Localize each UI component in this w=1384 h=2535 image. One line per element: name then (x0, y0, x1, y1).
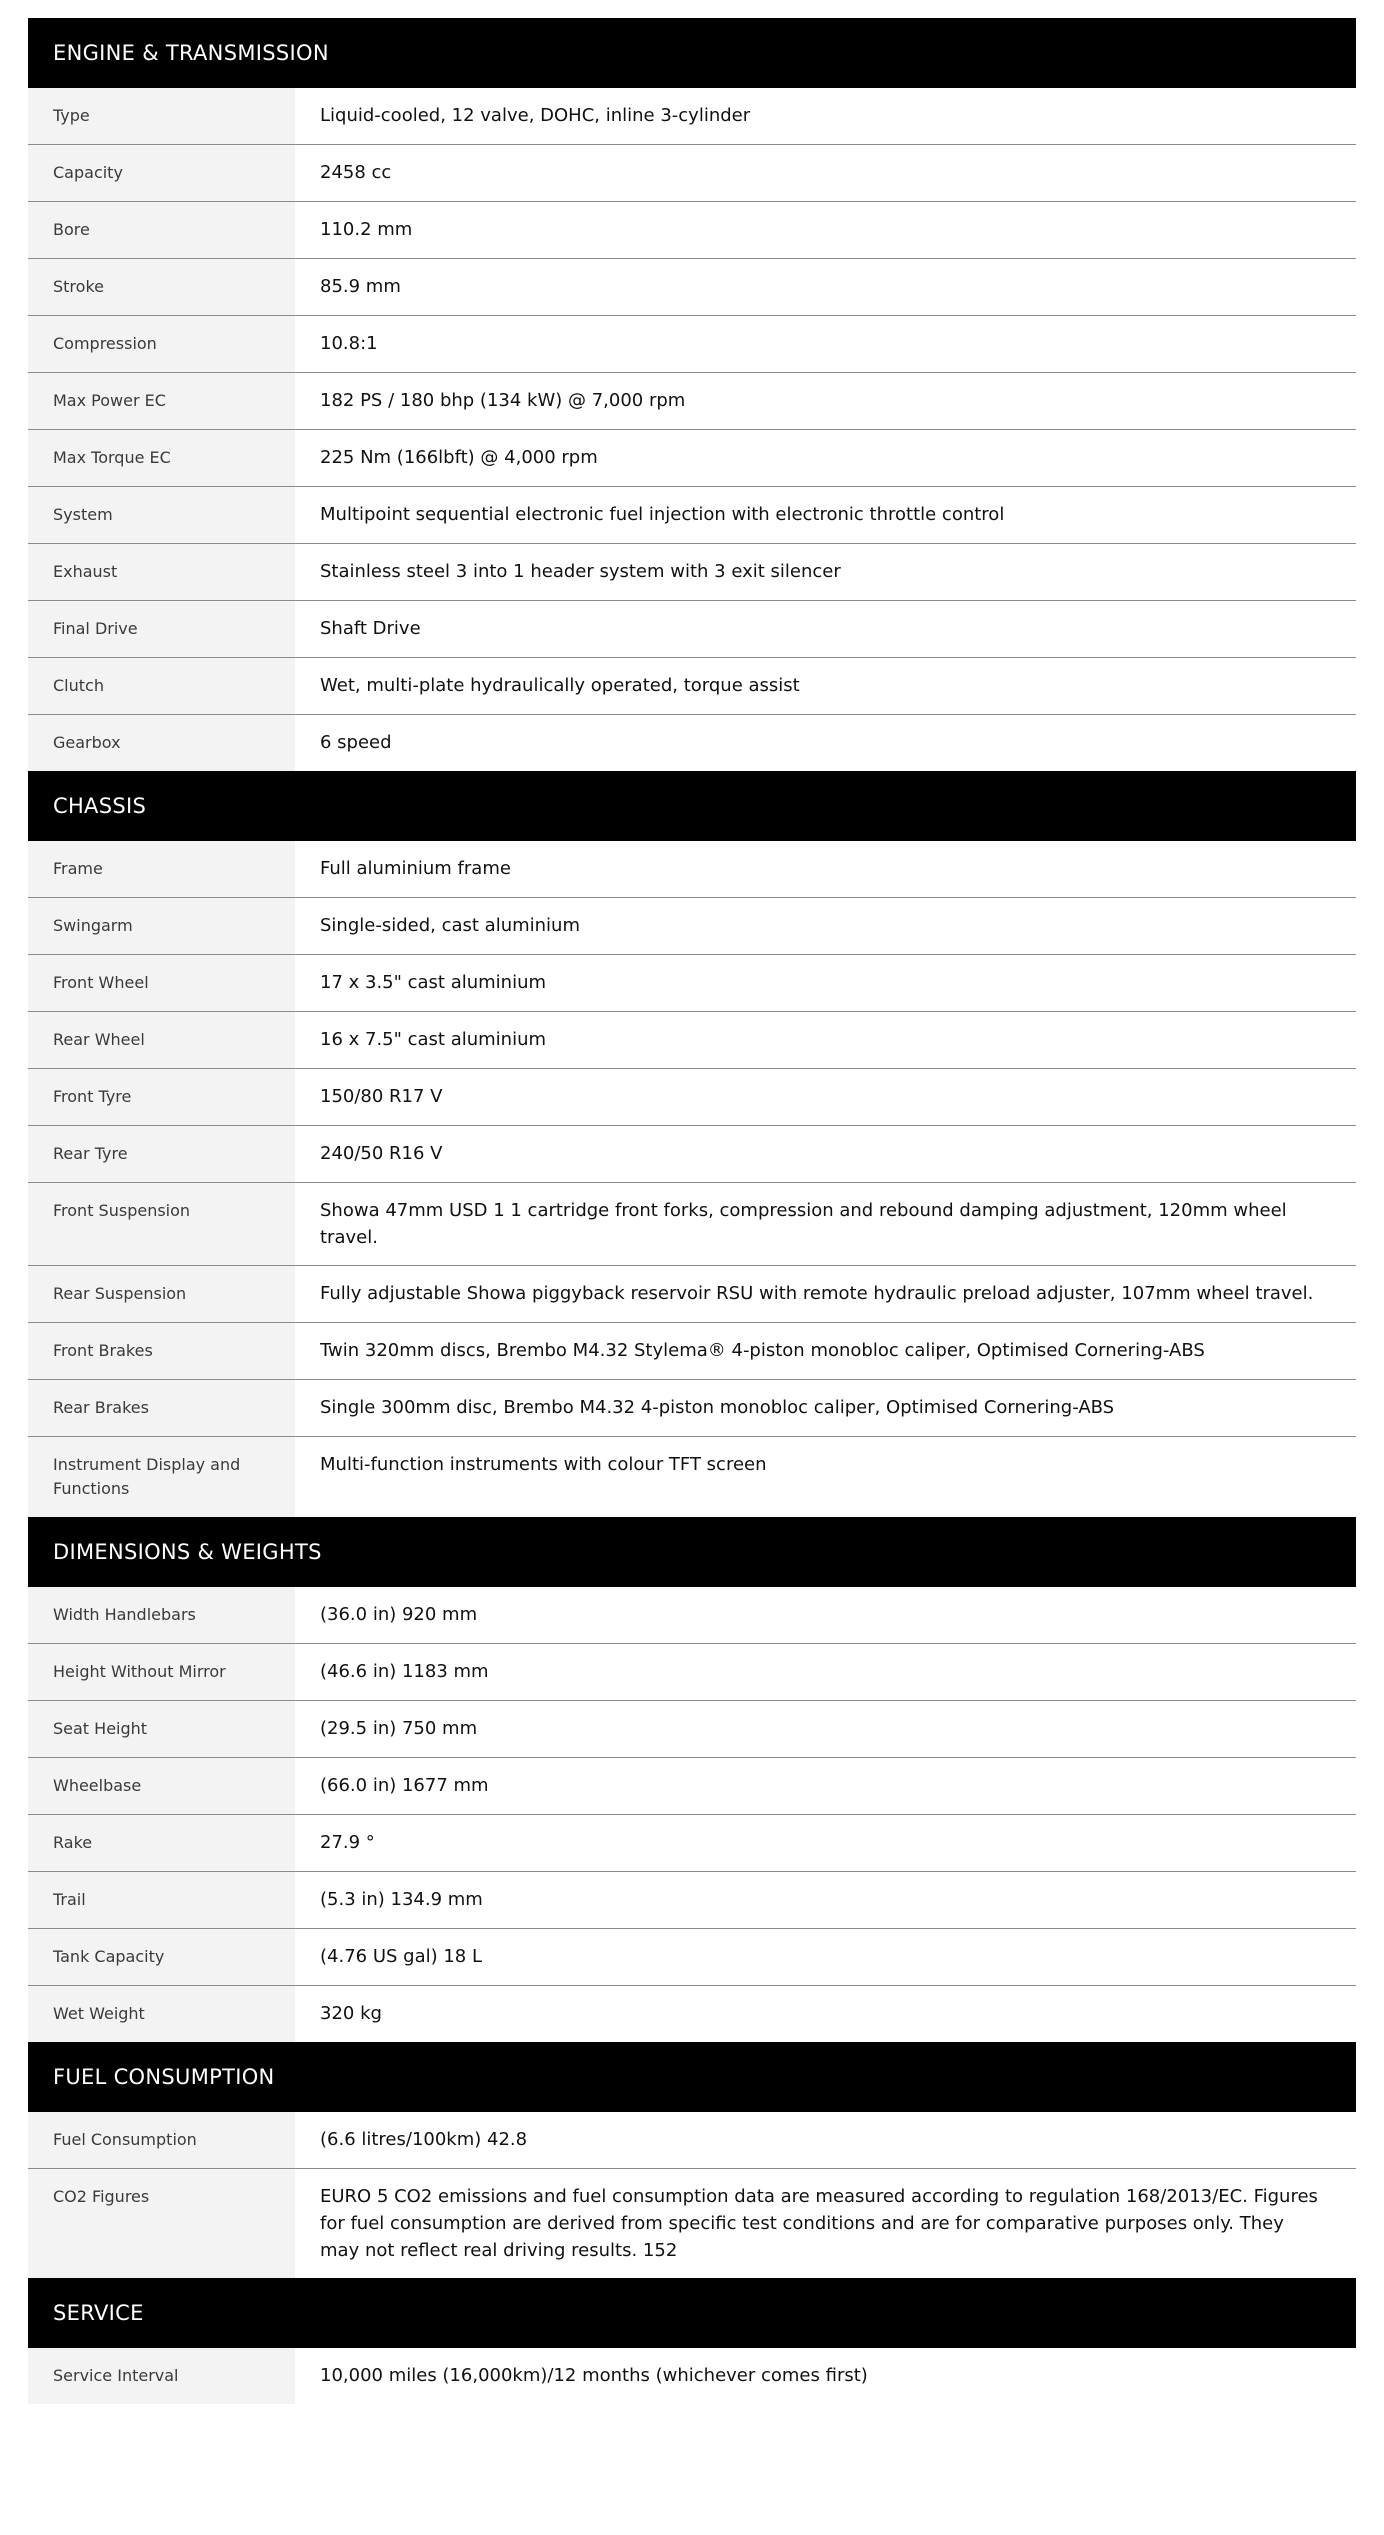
spec-row (28, 898, 1356, 955)
spec-row (28, 145, 1356, 202)
spec-label: Gearbox (28, 715, 295, 771)
spec-label: Front Brakes (28, 1323, 295, 1379)
spec-value: Fully adjustable Showa piggyback reservoir RSU with remote hydraulic preload adjuster, 107mm wheel travel. (320, 1283, 1314, 1304)
spec-value: (29.5 in) 750 mm (320, 1718, 478, 1739)
spec-value: (36.0 in) 920 mm (320, 1604, 478, 1625)
spec-value: 320 kg (320, 2003, 382, 2024)
section-rows (28, 1587, 1356, 2042)
spec-row (28, 487, 1356, 544)
spec-value: 85.9 mm (320, 276, 401, 297)
spec-label: CO2 Figures (28, 2169, 295, 2278)
spec-row (28, 259, 1356, 316)
section-header: ENGINE & TRANSMISSION (28, 18, 1356, 88)
spec-value: (66.0 in) 1677 mm (320, 1775, 489, 1796)
spec-row (28, 1929, 1356, 1986)
spec-label: Height Without Mirror (28, 1644, 295, 1700)
spec-value: Multi-function instruments with colour TFT screen (320, 1454, 767, 1475)
spec-row (28, 1183, 1356, 1266)
spec-value: (4.76 US gal) 18 L (320, 1946, 482, 1967)
spec-label: Max Power EC (28, 373, 295, 429)
spec-value: Showa 47mm USD 1 1 cartridge front forks, compression and rebound damping adjustment, 120mm wheel travel. (320, 1200, 1287, 1248)
section-rows (28, 841, 1356, 1517)
spec-row (28, 1986, 1356, 2042)
spec-row (28, 955, 1356, 1012)
spec-label: Wheelbase (28, 1758, 295, 1814)
spec-label: Swingarm (28, 898, 295, 954)
spec-label: Clutch (28, 658, 295, 714)
spec-label: Stroke (28, 259, 295, 315)
spec-row (28, 1872, 1356, 1929)
spec-row (28, 1437, 1356, 1517)
spec-row (28, 658, 1356, 715)
spec-value: 110.2 mm (320, 219, 413, 240)
spec-value: Wet, multi-plate hydraulically operated, torque assist (320, 675, 800, 696)
spec-row (28, 88, 1356, 145)
spec-value: 2458 cc (320, 162, 392, 183)
spec-section (28, 2042, 1356, 2278)
spec-value: 150/80 R17 V (320, 1086, 443, 1107)
spec-value: 240/50 R16 V (320, 1143, 443, 1164)
spec-value: Single-sided, cast aluminium (320, 915, 580, 936)
spec-row (28, 430, 1356, 487)
spec-value: EURO 5 CO2 emissions and fuel consumption data are measured according to regulation 168/2013/EC. Figures for fuel consumption are derived from specific test conditions and are for comparative purposes only. They may not reflect real driving results. 152 (320, 2186, 1318, 2261)
spec-label: Front Wheel (28, 955, 295, 1011)
spec-row (28, 373, 1356, 430)
spec-value: (6.6 litres/100km) 42.8 (320, 2129, 528, 2150)
section-header: SERVICE (28, 2278, 1356, 2348)
spec-row (28, 2169, 1356, 2278)
spec-row (28, 544, 1356, 601)
spec-label: Type (28, 88, 295, 144)
spec-value: 6 speed (320, 732, 392, 753)
section-rows (28, 2112, 1356, 2278)
spec-label: Seat Height (28, 1701, 295, 1757)
spec-row (28, 1012, 1356, 1069)
spec-label: Rear Brakes (28, 1380, 295, 1436)
section-rows (28, 2348, 1356, 2404)
spec-table (28, 18, 1356, 2404)
spec-value: Shaft Drive (320, 618, 421, 639)
spec-row (28, 841, 1356, 898)
spec-row (28, 1069, 1356, 1126)
spec-label: Rear Wheel (28, 1012, 295, 1068)
spec-label: Frame (28, 841, 295, 897)
spec-value: Stainless steel 3 into 1 header system with 3 exit silencer (320, 561, 841, 582)
spec-row (28, 1380, 1356, 1437)
spec-label: Tank Capacity (28, 1929, 295, 1985)
spec-row (28, 1815, 1356, 1872)
section-header: FUEL CONSUMPTION (28, 2042, 1356, 2112)
spec-label: Front Suspension (28, 1183, 295, 1265)
spec-section (28, 2278, 1356, 2404)
spec-label: Fuel Consumption (28, 2112, 295, 2168)
spec-row (28, 1587, 1356, 1644)
section-header: CHASSIS (28, 771, 1356, 841)
spec-value: Full aluminium frame (320, 858, 511, 879)
spec-label: Bore (28, 202, 295, 258)
spec-section (28, 18, 1356, 771)
spec-value: 10.8:1 (320, 333, 378, 354)
spec-row (28, 2348, 1356, 2404)
spec-label: Trail (28, 1872, 295, 1928)
spec-value: Twin 320mm discs, Brembo M4.32 Stylema® 4-piston monobloc caliper, Optimised Cornering-ABS (320, 1340, 1205, 1361)
section-rows (28, 88, 1356, 771)
spec-section (28, 771, 1356, 1517)
spec-row (28, 2112, 1356, 2169)
spec-value: Single 300mm disc, Brembo M4.32 4-piston monobloc caliper, Optimised Cornering-ABS (320, 1397, 1115, 1418)
spec-label: System (28, 487, 295, 543)
spec-value: Liquid-cooled, 12 valve, DOHC, inline 3-cylinder (320, 105, 751, 126)
spec-label: Rake (28, 1815, 295, 1871)
section-header: DIMENSIONS & WEIGHTS (28, 1517, 1356, 1587)
spec-label: Rear Suspension (28, 1266, 295, 1322)
spec-row (28, 1644, 1356, 1701)
spec-label: Final Drive (28, 601, 295, 657)
spec-row (28, 715, 1356, 771)
spec-row (28, 1758, 1356, 1815)
spec-value: (5.3 in) 134.9 mm (320, 1889, 483, 1910)
spec-row (28, 1266, 1356, 1323)
spec-value: 16 x 7.5" cast aluminium (320, 1029, 547, 1050)
spec-label: Width Handlebars (28, 1587, 295, 1643)
spec-row (28, 316, 1356, 373)
spec-row (28, 601, 1356, 658)
spec-value: (46.6 in) 1183 mm (320, 1661, 489, 1682)
spec-label: Compression (28, 316, 295, 372)
spec-label: Rear Tyre (28, 1126, 295, 1182)
spec-row (28, 1701, 1356, 1758)
spec-value: 27.9 ° (320, 1832, 375, 1853)
spec-value: 10,000 miles (16,000km)/12 months (whichever comes first) (320, 2365, 868, 2386)
spec-label: Max Torque EC (28, 430, 295, 486)
spec-value: 17 x 3.5" cast aluminium (320, 972, 547, 993)
spec-row (28, 1323, 1356, 1380)
spec-value: 225 Nm (166lbft) @ 4,000 rpm (320, 447, 598, 468)
spec-row (28, 202, 1356, 259)
spec-row (28, 1126, 1356, 1183)
spec-label: Exhaust (28, 544, 295, 600)
spec-label: Capacity (28, 145, 295, 201)
spec-section (28, 1517, 1356, 2042)
spec-label: Front Tyre (28, 1069, 295, 1125)
spec-label: Wet Weight (28, 1986, 295, 2042)
spec-label: Instrument Display and Functions (28, 1437, 295, 1517)
spec-value: 182 PS / 180 bhp (134 kW) @ 7,000 rpm (320, 390, 686, 411)
spec-value: Multipoint sequential electronic fuel injection with electronic throttle control (320, 504, 1005, 525)
spec-label: Service Interval (28, 2348, 295, 2404)
